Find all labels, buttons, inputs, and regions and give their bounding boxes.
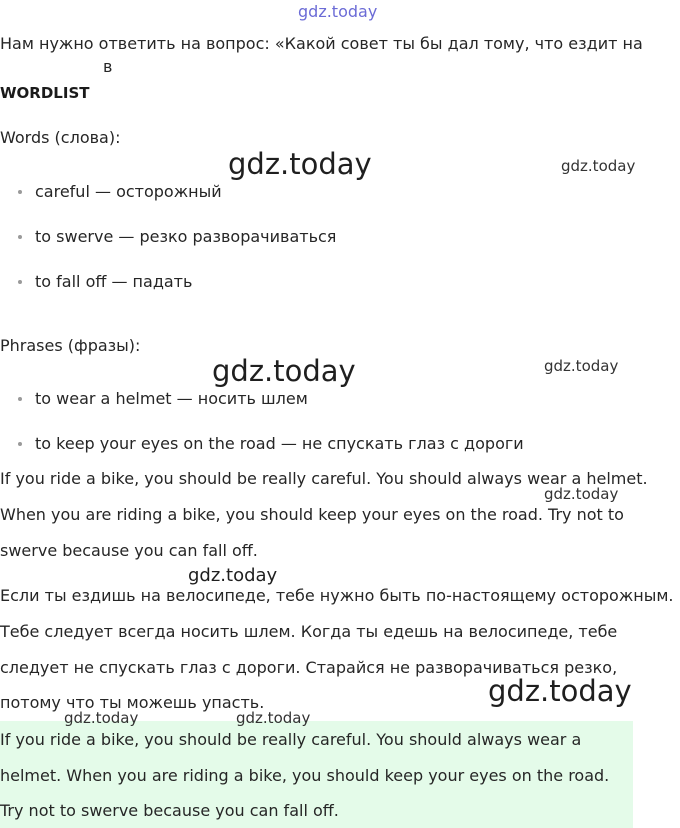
russian-line: Если ты ездишь на велосипеде, тебе нужно быть по-настоящему осторожным.: [0, 586, 674, 605]
bullet-icon: [18, 190, 22, 194]
russian-line: следует не спускать глаз с дороги. Старайся не разворачиваться резко,: [0, 658, 618, 677]
watermark-large: gdz.today: [212, 354, 356, 388]
english-line: If you ride a bike, you should be really careful. You should always wear a helmet.: [0, 469, 648, 488]
watermark-small: gdz.today: [561, 157, 636, 175]
watermark-large: gdz.today: [228, 147, 372, 181]
watermark-small: gdz.today: [544, 357, 619, 375]
watermark-small: gdz.today: [236, 709, 311, 727]
answer-line: helmet. When you are riding a bike, you should keep your eyes on the road.: [0, 766, 610, 785]
bullet-icon: [18, 397, 22, 401]
watermark-medium: gdz.today: [188, 565, 278, 586]
wordlist-heading: WORDLIST: [0, 84, 90, 102]
watermark-large: gdz.today: [488, 674, 632, 708]
phrases-label: Phrases (фразы):: [0, 336, 141, 355]
list-item: [18, 272, 192, 291]
list-item: [18, 227, 336, 246]
answer-line: If you ride a bike, you should be really careful. You should always wear a: [0, 730, 582, 749]
intro-cut-fragment: в: [103, 57, 113, 76]
list-item: [18, 389, 308, 408]
word-item: to swerve — резко разворачиваться: [35, 227, 337, 246]
bullet-icon: [18, 442, 22, 446]
english-line: swerve because you can fall off.: [0, 541, 258, 560]
word-item: careful — осторожный: [35, 182, 222, 201]
words-label: Words (слова):: [0, 128, 121, 147]
russian-line: потому что ты можешь упасть.: [0, 693, 265, 712]
bullet-icon: [18, 280, 22, 284]
watermark-small: gdz.today: [544, 485, 619, 503]
answer-line: Try not to swerve because you can fall off.: [0, 801, 339, 820]
english-line: When you are riding a bike, you should keep your eyes on the road. Try not to: [0, 505, 624, 524]
word-item: to fall off — падать: [35, 272, 193, 291]
phrase-item: to keep your eyes on the road — не спускать глаз с дороги: [35, 434, 524, 453]
list-item: [18, 434, 524, 453]
russian-line: Тебе следует всегда носить шлем. Когда ты едешь на велосипеде, тебе: [0, 622, 618, 641]
phrase-item: to wear a helmet — носить шлем: [35, 389, 308, 408]
bullet-icon: [18, 235, 22, 239]
watermark-top: gdz.today: [298, 2, 378, 21]
list-item: [18, 182, 222, 201]
intro-text: Нам нужно ответить на вопрос: «Какой совет ты бы дал тому, что ездит на: [0, 34, 643, 53]
watermark-small: gdz.today: [64, 709, 139, 727]
